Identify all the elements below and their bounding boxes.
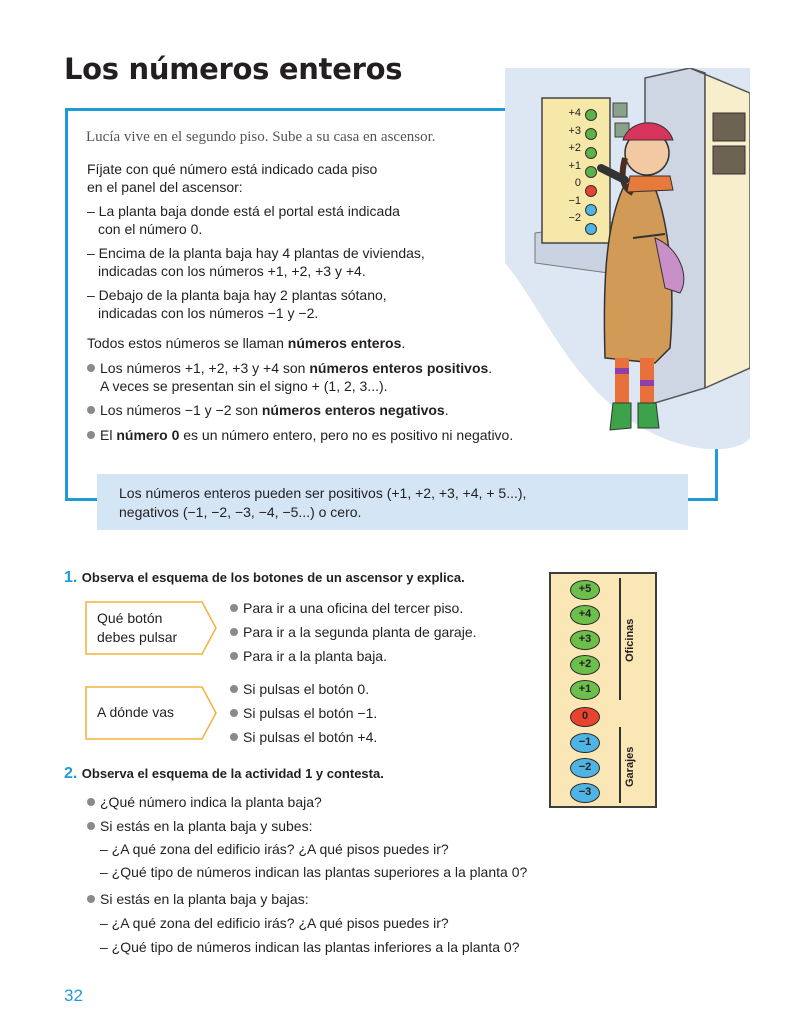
button-zero: 0: [570, 707, 600, 727]
bullet-icon: [87, 406, 95, 414]
ex1-items2: Si pulsas el botón 0. Si pulsas el botón −1. Si pulsas el botón +4.: [230, 677, 377, 749]
bullet-icon: [87, 431, 95, 439]
panel-label: +4: [568, 107, 581, 119]
exercise-number: 1.: [64, 569, 78, 586]
bullet-icon: [87, 364, 95, 372]
bullet-zero: El número 0 es un número entero, pero no es positivo ni negativo.: [87, 426, 513, 444]
button-plus4: +4: [570, 605, 600, 625]
dash-item: – Encima de la planta baja hay 4 plantas de viviendas, indicadas con los números +1, +2, +3 y +4.: [87, 245, 425, 279]
button-plus1: +1: [570, 680, 600, 700]
ex2-q1: ¿Qué número indica la planta baja?: [87, 793, 322, 811]
ex2-q3: Si estás en la planta baja y bajas:: [87, 890, 309, 908]
page-title: Los números enteros: [64, 52, 403, 86]
bullet-negative: Los números −1 y −2 son números enteros negativos.: [87, 401, 449, 419]
panel-button-icon: [585, 147, 597, 159]
panel-button-icon: [585, 166, 597, 178]
panel-button-icon: [585, 204, 597, 216]
bullet-icon: [230, 628, 238, 636]
panel-button-icon: [585, 128, 597, 140]
todos-text: Todos estos números se llaman números enteros.: [87, 335, 406, 351]
panel-button-icon: [585, 185, 597, 197]
ex2-q3b: – ¿Qué tipo de números indican las plantas inferiores a la planta 0?: [100, 939, 520, 955]
button-plus2: +2: [570, 655, 600, 675]
girl-elevator-illustration: [505, 68, 750, 463]
bullet-icon: [230, 685, 238, 693]
button-minus1: −1: [570, 733, 600, 753]
button-plus3: +3: [570, 630, 600, 650]
bullet-icon: [87, 895, 95, 903]
divider-line: [619, 727, 621, 803]
bullet-icon: [230, 709, 238, 717]
label-oficinas: Oficinas: [624, 618, 636, 662]
bullet-icon: [230, 652, 238, 660]
bullet-positive: Los números +1, +2, +3 y +4 son números enteros positivos. A veces se presentan sin el signo + (1, 2, 3...).: [87, 359, 492, 395]
intro-text: Lucía vive en el segundo piso. Sube a su casa en ascensor.: [86, 129, 436, 145]
panel-button-icon: [585, 223, 597, 235]
ex2-q2: Si estás en la planta baja y subes:: [87, 817, 312, 835]
exercise-text: Observa el esquema de la actividad 1 y contesta.: [81, 766, 384, 781]
label-garajes: Garajes: [624, 746, 636, 787]
fijate-text: Fíjate con qué número está indicado cada piso en el panel del ascensor:: [87, 161, 378, 195]
tag-que-boton: Qué botón debes pulsar: [85, 601, 217, 655]
button-plus5: +5: [570, 580, 600, 600]
button-minus2: −2: [570, 758, 600, 778]
panel-label: −2: [568, 212, 581, 224]
button-minus3: −3: [570, 783, 600, 803]
divider-line: [619, 578, 621, 700]
panel-label: +3: [568, 124, 581, 137]
tag-a-donde-vas: A dónde vas: [85, 686, 217, 740]
summary-text: Los números enteros pueden ser positivos (+1, +2, +3, +4, + 5...), negativos (−1, −2, −3, −4, −5...) o cero.: [119, 485, 527, 520]
ex2-q2b: – ¿Qué tipo de números indican las plantas superiores a la planta 0?: [100, 864, 528, 880]
page-number: 32: [64, 986, 83, 1005]
exercise-2-heading: [64, 765, 384, 783]
panel-label: −1: [568, 194, 581, 207]
bullet-icon: [87, 822, 95, 830]
bullet-icon: [230, 733, 238, 741]
bullet-icon: [87, 798, 95, 806]
panel-button-icon: [585, 109, 597, 121]
panel-label: +1: [568, 159, 581, 172]
exercise-1-heading: [64, 569, 465, 587]
ex2-q3a: – ¿A qué zona del edificio irás? ¿A qué pisos puedes ir?: [100, 915, 449, 931]
ex2-q2a: – ¿A qué zona del edificio irás? ¿A qué pisos puedes ir?: [100, 841, 449, 857]
ex1-items1: Para ir a una oficina del tercer piso. Para ir a la segunda planta de garaje. Para ir a la planta baja.: [230, 596, 477, 668]
exercise-number: 2.: [64, 765, 78, 782]
panel-label: +2: [568, 142, 581, 154]
dash-item: – La planta baja donde está el portal está indicada con el número 0.: [87, 203, 400, 237]
panel-label: 0: [574, 177, 581, 189]
bullet-icon: [230, 604, 238, 612]
exercise-text: Observa el esquema de los botones de un ascensor y explica.: [81, 570, 465, 585]
summary-box: [97, 474, 688, 530]
elevator-scheme: [549, 572, 657, 808]
dash-item: – Debajo de la planta baja hay 2 plantas sótano, indicadas con los números −1 y −2.: [87, 287, 387, 321]
